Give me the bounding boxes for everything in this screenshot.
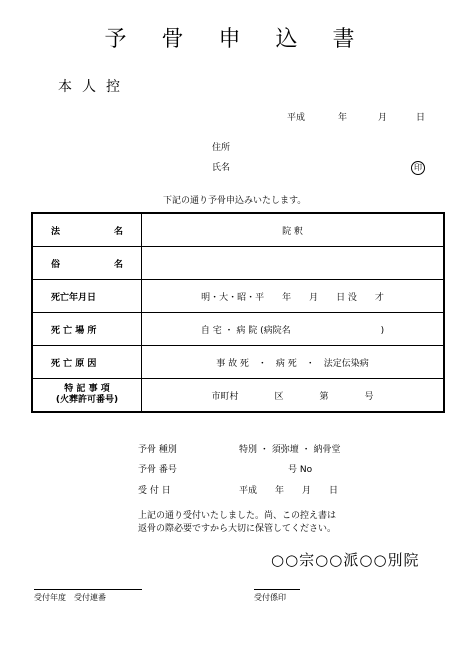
label-death-cause: 死 亡 原 因 — [32, 346, 142, 379]
temple-name: ○○宗○○派○○別院 — [271, 551, 420, 569]
seal-mark: 印 — [411, 161, 425, 175]
document-title: 予 骨 申 込 書 — [104, 27, 369, 52]
name-label: 氏名 — [212, 163, 231, 173]
footer-left-label: 受付年度 受付連番 — [34, 593, 106, 602]
value-death-cause[interactable]: 事 故 死 ・ 病 死 ・ 法定伝染病 — [142, 346, 445, 379]
value-death-date[interactable]: 明・大・昭・平 年 月 日 没 才 — [142, 280, 445, 313]
footer-right-label: 受付係印 — [254, 593, 286, 602]
number-value: 号 No — [288, 465, 313, 475]
type-options[interactable]: 特別 ・ 須弥壇 ・ 納骨堂 — [239, 445, 341, 455]
label-dharma-name: 法 名 — [32, 213, 142, 247]
table-row — [32, 346, 444, 379]
table-row — [32, 379, 444, 413]
date-year: 年 — [338, 113, 348, 123]
value-secular-name[interactable] — [142, 247, 445, 280]
label-death-date: 死亡年月日 — [32, 280, 142, 313]
label-secular-name: 俗 名 — [32, 247, 142, 280]
type-label: 予骨 種別 — [138, 445, 177, 455]
intro-text: 下記の通り予骨申込みいたします。 — [163, 196, 307, 206]
footer-right-line — [254, 589, 300, 590]
label-death-place: 死 亡 場 所 — [32, 313, 142, 346]
date-day: 日 — [416, 113, 426, 123]
footer-left-line — [34, 589, 142, 590]
copy-label: 本人控 — [58, 79, 130, 95]
value-death-place[interactable]: 自 宅 ・ 病 院 (病院名 ) — [142, 313, 445, 346]
address-label: 住所 — [212, 143, 231, 153]
notice-line-1: 上記の通り受付いたしました。尚、この控え書は — [138, 511, 337, 521]
number-label: 予骨 番号 — [138, 465, 177, 475]
label-special-notes: 特 記 事 項 (火葬許可番号) — [32, 379, 142, 413]
received-label: 受 付 日 — [138, 486, 171, 496]
table-row — [32, 247, 444, 280]
table-row — [32, 213, 444, 247]
value-dharma-name[interactable]: 院 釈 — [142, 213, 445, 247]
application-table — [31, 212, 445, 413]
value-special-notes[interactable]: 市町村 区 第 号 — [142, 379, 445, 413]
date-era: 平成 — [287, 113, 306, 123]
notice-line-2: 返骨の際必要ですから大切に保管してください。 — [138, 524, 337, 534]
date-month: 月 — [378, 113, 388, 123]
table-row — [32, 280, 444, 313]
received-value: 平成 年 月 日 — [239, 486, 339, 496]
table-row — [32, 313, 444, 346]
